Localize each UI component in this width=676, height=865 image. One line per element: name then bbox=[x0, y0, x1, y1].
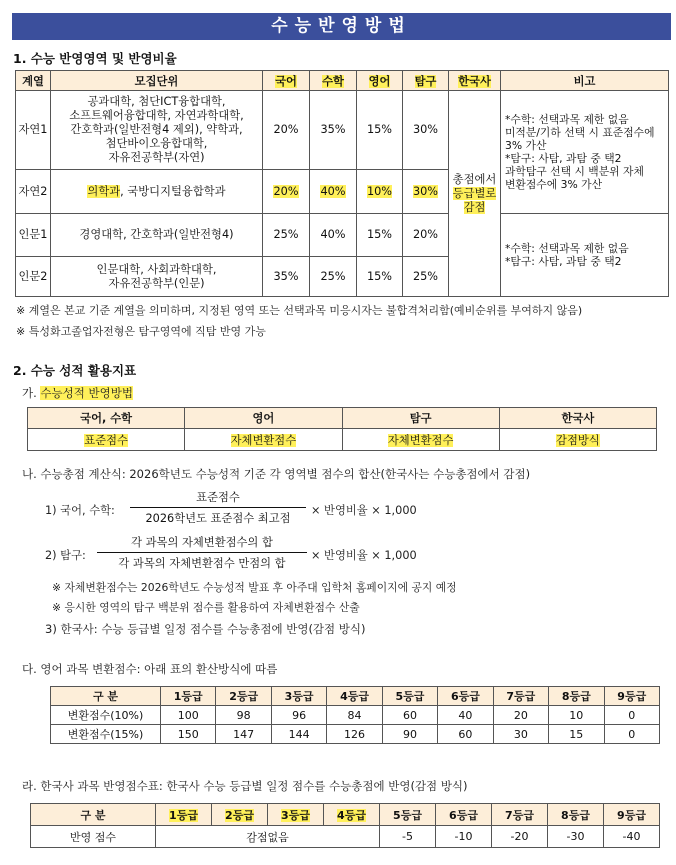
score-cell: 98 bbox=[216, 706, 271, 725]
col-header: 비고 bbox=[501, 71, 669, 91]
index-cell: 표준점수 bbox=[28, 429, 185, 451]
grade-header: 9등급 bbox=[604, 804, 660, 826]
ratio-cell: 15% bbox=[357, 257, 403, 297]
index-cell: 자체변환점수 bbox=[185, 429, 342, 451]
grade-header: 1등급 bbox=[156, 804, 212, 826]
no-deduction-cell: 감점없음 bbox=[156, 826, 380, 848]
ratio-cell: 15% bbox=[357, 214, 403, 257]
row-label: 반영 점수 bbox=[31, 826, 156, 848]
table-row bbox=[16, 91, 669, 170]
score-cell: -30 bbox=[548, 826, 604, 848]
col-header: 탐구 bbox=[342, 408, 499, 429]
col-header: 한국사 bbox=[499, 408, 656, 429]
score-cell: 30 bbox=[493, 725, 548, 744]
table-row bbox=[51, 706, 660, 725]
ratio-cell: 30% bbox=[403, 91, 449, 170]
formula-note: ※ 응시한 영역의 탐구 백분위 점수를 활용하여 자체변환점수 산출 bbox=[52, 601, 360, 614]
score-cell: 126 bbox=[327, 725, 382, 744]
ratio-cell: 15% bbox=[357, 91, 403, 170]
score-cell: 10 bbox=[549, 706, 604, 725]
korean-history-cell: 총점에서 등급별로 감점 bbox=[449, 91, 501, 297]
grade-header: 7등급 bbox=[492, 804, 548, 826]
group-cell: 인문1 bbox=[16, 214, 51, 257]
col-header: 국어 bbox=[263, 71, 310, 91]
grade-header: 1등급 bbox=[161, 687, 216, 706]
score-cell: 84 bbox=[327, 706, 382, 725]
ratio-cell: 35% bbox=[263, 257, 310, 297]
col-header: 수학 bbox=[310, 71, 357, 91]
korean-history-table bbox=[30, 803, 660, 848]
ratio-cell: 25% bbox=[310, 257, 357, 297]
subsection-na: 나. 수능총점 계산식: 2026학년도 수능성적 기준 각 영역별 점수의 합산(한국사는 수능총점에서 감점) bbox=[22, 467, 531, 481]
remark-science: *수학: 선택과목 제한 없음 미적분/기하 선택 시 표준점수에 3% 가산 *탐구: 사탐, 과탐 중 택2 과학탐구 선택 시 백분위 자체 변환점수에 3% 가산 bbox=[501, 91, 669, 214]
group-cell: 인문2 bbox=[16, 257, 51, 297]
ratio-cell: 10% bbox=[357, 170, 403, 214]
grade-header: 2등급 bbox=[216, 687, 271, 706]
grade-header: 8등급 bbox=[548, 804, 604, 826]
subsection-da: 다. 영어 과목 변환점수: 아래 표의 환산방식에 따름 bbox=[22, 662, 278, 676]
formula-note: ※ 자체변환점수는 2026학년도 수능성적 발표 후 아주대 입학처 홈페이지에 공지 예정 bbox=[52, 581, 457, 594]
grade-header: 3등급 bbox=[271, 687, 326, 706]
formula1-label: 1) 국어, 수학: bbox=[45, 504, 115, 517]
score-cell: 144 bbox=[271, 725, 326, 744]
ratio-cell: 40% bbox=[310, 214, 357, 257]
ratio-cell: 25% bbox=[403, 257, 449, 297]
formula3: 3) 한국사: 수능 등급별 일정 점수를 수능총점에 반영(감점 방식) bbox=[45, 622, 366, 636]
note-line: ※ 특성화고졸업자전형은 탐구영역에 직탐 반영 가능 bbox=[16, 325, 266, 338]
grade-header: 5등급 bbox=[382, 687, 437, 706]
group-cell: 자연1 bbox=[16, 91, 51, 170]
col-header: 계열 bbox=[16, 71, 51, 91]
formula1-tail: × 반영비율 × 1,000 bbox=[311, 504, 417, 517]
units-cell: 경영대학, 간호학과(일반전형4) bbox=[51, 214, 263, 257]
ratio-cell: 40% bbox=[310, 170, 357, 214]
formula2-label: 2) 탐구: bbox=[45, 549, 86, 562]
score-index-table bbox=[27, 407, 657, 451]
grade-header: 4등급 bbox=[327, 687, 382, 706]
grade-header: 3등급 bbox=[268, 804, 324, 826]
score-cell: 0 bbox=[604, 706, 660, 725]
grade-header: 6등급 bbox=[436, 804, 492, 826]
index-cell: 자체변환점수 bbox=[342, 429, 499, 451]
ratio-cell: 25% bbox=[263, 214, 310, 257]
grade-header: 9등급 bbox=[604, 687, 660, 706]
score-cell: 40 bbox=[438, 706, 493, 725]
english-conversion-table bbox=[50, 686, 660, 744]
grade-header: 8등급 bbox=[549, 687, 604, 706]
formula2-fraction: 각 과목의 자체변환점수의 합 각 과목의 자체변환점수 만점의 합 bbox=[97, 534, 307, 571]
ratio-cell: 20% bbox=[263, 170, 310, 214]
ratio-cell: 20% bbox=[403, 214, 449, 257]
ratio-cell: 20% bbox=[263, 91, 310, 170]
score-cell: 15 bbox=[549, 725, 604, 744]
table-header-row bbox=[16, 71, 669, 91]
page-title-banner: 수능반영방법 bbox=[12, 13, 671, 40]
col-header: 모집단위 bbox=[51, 71, 263, 91]
remark-humanities: *수학: 선택과목 제한 없음 *탐구: 사탐, 과탐 중 택2 bbox=[501, 214, 669, 297]
formula2-tail: × 반영비율 × 1,000 bbox=[311, 549, 417, 562]
col-header: 영어 bbox=[357, 71, 403, 91]
col-header: 한국사 bbox=[449, 71, 501, 91]
units-cell: 공과대학, 첨단ICT융합대학, 소프트웨어융합대학, 자연과학대학, 간호학과(일반전형4 제외), 약학과, 첨단바이오융합대학, 자유전공학부(자연) bbox=[51, 91, 263, 170]
score-cell: 100 bbox=[161, 706, 216, 725]
index-cell: 감점방식 bbox=[499, 429, 656, 451]
table-row bbox=[51, 725, 660, 744]
formula1-fraction: 표준점수 2026학년도 표준점수 최고점 bbox=[130, 489, 306, 526]
ratio-cell: 30% bbox=[403, 170, 449, 214]
units-cell: 의학과, 국방디지털융합학과 bbox=[51, 170, 263, 214]
col-header: 국어, 수학 bbox=[28, 408, 185, 429]
score-cell: -5 bbox=[380, 826, 436, 848]
col-header: 구 분 bbox=[31, 804, 156, 826]
score-cell: -20 bbox=[492, 826, 548, 848]
group-cell: 자연2 bbox=[16, 170, 51, 214]
score-cell: 150 bbox=[161, 725, 216, 744]
table-row bbox=[31, 826, 660, 848]
score-cell: 147 bbox=[216, 725, 271, 744]
score-cell: 20 bbox=[493, 706, 548, 725]
ratio-cell: 35% bbox=[310, 91, 357, 170]
grade-header: 2등급 bbox=[212, 804, 268, 826]
table-row bbox=[16, 214, 669, 257]
grade-header: 5등급 bbox=[380, 804, 436, 826]
score-cell: 96 bbox=[271, 706, 326, 725]
units-cell: 인문대학, 사회과학대학, 자유전공학부(인문) bbox=[51, 257, 263, 297]
score-cell: -40 bbox=[604, 826, 660, 848]
subsection-ra: 라. 한국사 과목 반영점수표: 한국사 수능 등급별 일정 점수를 수능총점에 반영(감점 방식) bbox=[22, 779, 468, 793]
score-cell: 60 bbox=[438, 725, 493, 744]
reflection-ratio-table bbox=[15, 70, 669, 297]
note-line: ※ 계열은 본교 기준 계열을 의미하며, 지정된 영역 또는 선택과목 미응시자는 불합격처리함(예비순위를 부여하지 않음) bbox=[16, 304, 583, 317]
grade-header: 4등급 bbox=[324, 804, 380, 826]
section2-heading: 2. 수능 성적 활용지표 bbox=[13, 363, 137, 378]
grade-header: 6등급 bbox=[438, 687, 493, 706]
score-cell: 60 bbox=[382, 706, 437, 725]
col-header: 탐구 bbox=[403, 71, 449, 91]
row-label: 변환점수(10%) bbox=[51, 706, 161, 725]
col-header: 구 분 bbox=[51, 687, 161, 706]
subsection-ga: 가. 수능성적 반영방법 bbox=[22, 386, 133, 400]
row-label: 변환점수(15%) bbox=[51, 725, 161, 744]
col-header: 영어 bbox=[185, 408, 342, 429]
score-cell: 90 bbox=[382, 725, 437, 744]
grade-header: 7등급 bbox=[493, 687, 548, 706]
score-cell: -10 bbox=[436, 826, 492, 848]
section1-heading: 1. 수능 반영영역 및 반영비율 bbox=[13, 51, 177, 66]
score-cell: 0 bbox=[604, 725, 660, 744]
